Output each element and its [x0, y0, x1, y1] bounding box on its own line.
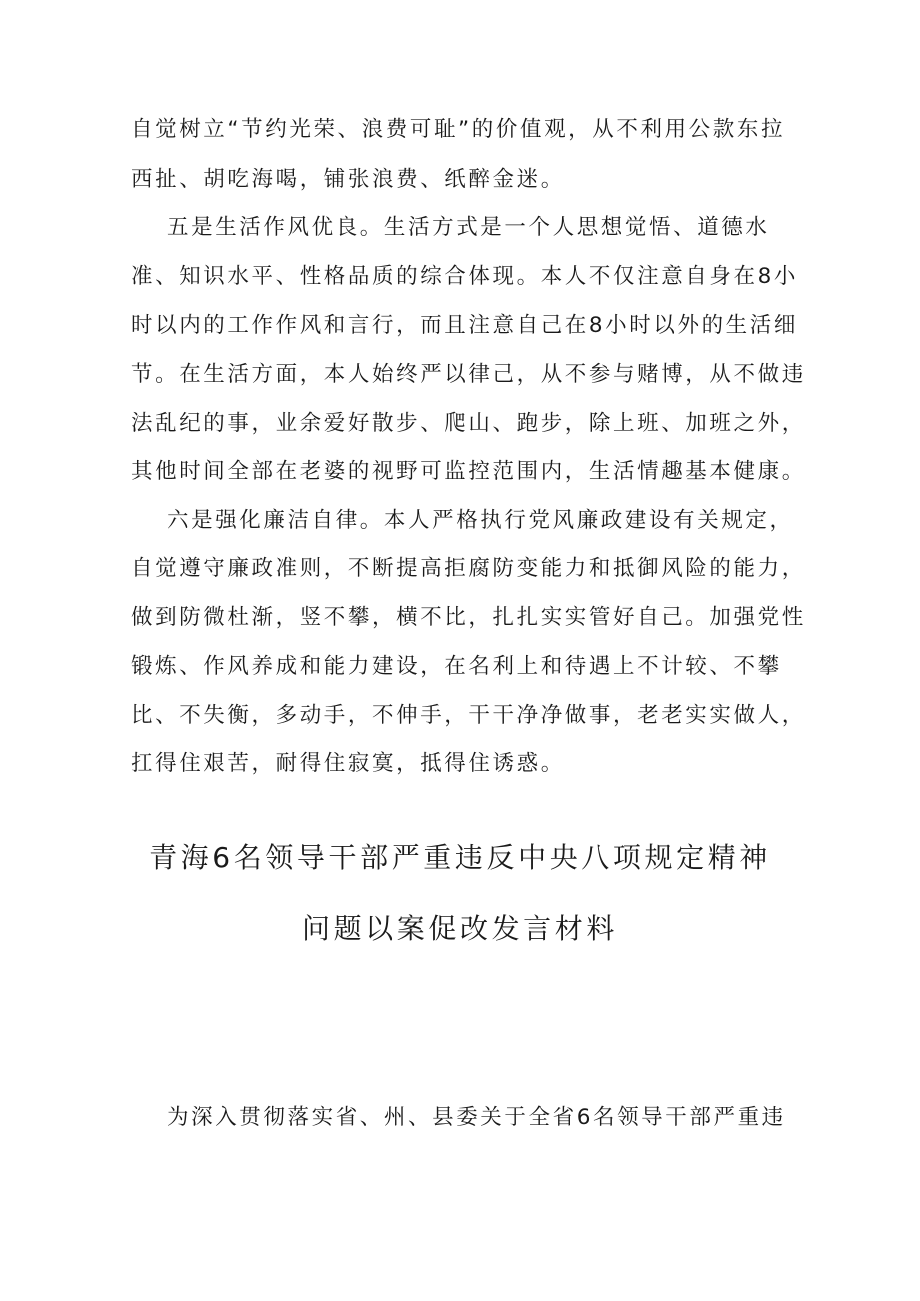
paragraph-line: 为深入贯彻落实省、州、县委关于全省6名领导干部严重违 — [167, 1105, 786, 1130]
paragraph-line: 六是强化廉洁自律。本人严格执行党风廉政建设有关规定， — [167, 508, 794, 533]
paragraph-line: 准、知识水平、性格品质的综合体现。本人不仅注意自身在8小 — [131, 264, 798, 289]
paragraph-line: 比、不失衡，多动手，不伸手，干干净净做事，老老实实做人， — [131, 703, 806, 728]
paragraph-line: 自觉树立“节约光荣、浪费可耻”的价值观，从不利用公款东拉 — [131, 117, 786, 142]
paragraph-line: 做到防微杜渐，竖不攀，横不比，扎扎实实管好自己。加强党性 — [131, 605, 806, 630]
paragraph-line: 锻炼、作风养成和能力建设，在名利上和待遇上不计较、不攀 — [131, 654, 782, 679]
paragraph-line: 扛得住艰苦，耐得住寂寞，抵得住诱惑。 — [131, 751, 565, 776]
paragraph-line: 节。在生活方面，本人始终严以律己，从不参与赌博，从不做违 — [131, 362, 806, 387]
paragraph-line: 自觉遵守廉政准则，不断提高拒腐防变能力和抵御风险的能力， — [131, 556, 806, 581]
article-title: 问题以案促改发言材料 — [301, 912, 618, 945]
paragraph-line: 法乱纪的事，业余爱好散步、爬山、跑步，除上班、加班之外， — [131, 411, 806, 436]
paragraph-line: 时以内的工作作风和言行，而且注意自己在8小时以外的生活细 — [131, 313, 798, 338]
paragraph-line: 五是生活作风优良。生活方式是一个人思想觉悟、道德水 — [167, 215, 770, 240]
article-title: 青海6名领导干部严重违反中央八项规定精神 — [149, 841, 771, 874]
paragraph-line: 西扯、胡吃海喝，铺张浪费、纸醉金迷。 — [131, 167, 565, 192]
paragraph-line: 其他时间全部在老婆的视野可监控范围内，生活情趣基本健康。 — [131, 459, 806, 484]
